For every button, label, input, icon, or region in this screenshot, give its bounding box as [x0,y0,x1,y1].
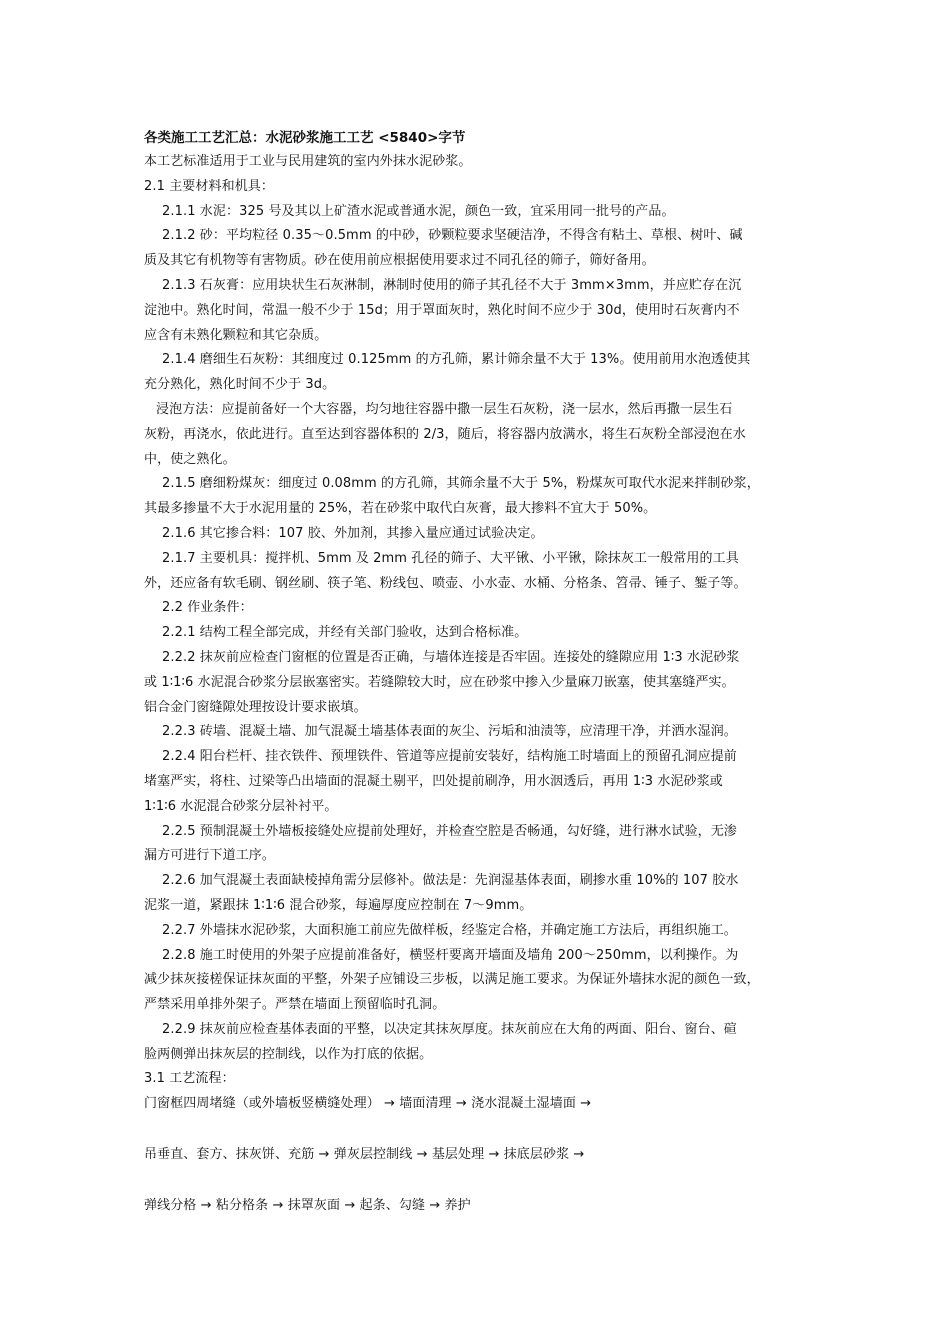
text-line: 2.2.1 结构工程全部完成，并经有关部门验收，达到合格标准。 [162,625,528,641]
text-line: 脸两侧弹出抹灰层的控制线，以作为打底的依据。 [144,1046,433,1062]
text-line: 浸泡方法：应提前备好一个大容器，均匀地往容器中撒一层生石灰粉，浇一层水，然后再撒一层生石 [156,401,733,417]
text-line: 3.1 工艺流程： [144,1071,235,1087]
text-line: 2.2 作业条件： [162,600,253,616]
flow-step-line: 门窗框四周堵缝（或外墙板竖横缝处理） → 墙面清理 → 浇水混凝土湿墙面 → [144,1096,592,1112]
text-line: 2.1 主要材料和机具： [144,178,275,194]
text-line: 2.2.4 阳台栏杆、挂衣铁件、预埋铁件、管道等应提前安装好，结构施工时墙面上的预留孔洞应提前 [162,749,737,765]
text-line: 外，还应备有软毛刷、钢丝刷、筷子笔、粉线包、喷壶、小水壶、水桶、分格条、笤帚、锤子、錾子等。 [144,575,747,591]
text-line: 减少抹灰接槎保证抹灰面的平整，外架子应铺设三步板，以满足施工要求。为保证外墙抹水泥的颜色一致， [144,972,760,988]
document-paragraphs [144,150,812,1092]
text-line: 充分熟化，熟化时间不少于 3d。 [144,377,336,393]
flow-spacer [144,1117,812,1143]
flow-step-line: 吊垂直、套方、抹灰饼、充筋 → 弹灰层控制线 → 基层处理 → 抹底层砂浆 → [144,1147,585,1163]
text-line: 泥浆一道，紧跟抹 1∶1∶6 混合砂浆，每遍厚度应控制在 7～9mm。 [144,897,533,913]
text-line: 中，使之熟化。 [144,451,236,467]
text-line: 或 1∶1∶6 水泥混合砂浆分层嵌塞密实。若缝隙较大时，应在砂浆中掺入少量麻刀嵌塞，使其塞缝严实。 [144,674,735,690]
text-line: 2.2.3 砖墙、混凝土墙、加气混凝土墙基体表面的灰尘、污垢和油渍等，应清理干净，并洒水湿润。 [162,724,737,740]
text-line: 漏方可进行下道工序。 [144,848,276,864]
text-line: 其最多掺量不大于水泥用量的 25%，若在砂浆中取代白灰膏，最大掺料不宜大于 50%。 [144,501,657,517]
text-line: 本工艺标准适用于工业与民用建筑的室内外抹水泥砂浆。 [144,154,472,169]
text-line: 2.2.2 抹灰前应检查门窗框的位置是否正确，与墙体连接是否牢固。连接处的缝隙应用 1∶3 水泥砂浆 [162,649,740,665]
document-body [144,126,812,1219]
flow-spacer [144,1168,812,1194]
text-line: 淀池中。熟化时间，常温一般不少于 15d；用于罩面灰时，熟化时间不应少于 30d，使用时石灰膏内不 [144,302,740,318]
text-line: 2.1.4 磨细生石灰粉：其细度过 0.125mm 的方孔筛，累计筛余量不大于 13%。使用前用水泡透使其 [162,352,751,368]
text-line: 2.1.2 砂：平均粒径 0.35～0.5mm 的中砂，砂颗粒要求坚硬洁净，不得含有粘土、草根、树叶、碱 [162,228,743,244]
text-line: 灰粉，再浇水，依此进行。直至达到容器体积的 2/3，随后，将容器内放满水，将生石灰粉全部浸泡在水 [144,426,746,442]
text-line: 严禁采用单排外架子。严禁在墙面上预留临时孔洞。 [144,997,446,1013]
text-line: 2.2.8 施工时使用的外架子应提前准备好，横竖杆要离开墙面及墙角 200～250mm，以利操作。为 [162,947,739,963]
text-line: 应含有未熟化颗粒和其它杂质。 [144,327,328,343]
process-flow [144,1092,812,1218]
text-line: 2.2.6 加气混凝土表面缺棱掉角需分层修补。做法是：先润湿基体表面，刷掺水重 10%的 107 胶水 [162,873,739,889]
text-line: 铝合金门窗缝隙处理按设计要求嵌填。 [144,699,367,715]
text-line: 2.2.7 外墙抹水泥砂浆，大面积施工前应先做样板，经鉴定合格，并确定施工方法后，再组织施工。 [162,922,737,938]
document-title: 各类施工工艺汇总：水泥砂浆施工工艺 <5840>字节 [144,130,466,146]
text-line: 堵塞严实，将柱、过梁等凸出墙面的混凝土剔平，凹处提前刷净，用水洇透后，再用 1∶3 水泥砂浆或 [144,773,723,789]
text-line: 质及其它有机物等有害物质。砂在使用前应根据使用要求过不同孔径的筛子，筛好备用。 [144,253,655,269]
text-line: 2.1.7 主要机具：搅拌机、5mm 及 2mm 孔径的筛子、大平锹、小平锹，除抹灰工一般常用的工具 [162,550,739,566]
text-line: 2.2.5 预制混凝土外墙板接缝处应提前处理好，并检查空腔是否畅通，勾好缝，进行淋水试验，无渗 [162,823,737,839]
text-line: 2.1.3 石灰膏：应用块状生石灰淋制，淋制时使用的筛子其孔径不大于 3mm×3mm，并应贮存在沉 [162,277,742,293]
text-line: 2.1.5 磨细粉煤灰：细度过 0.08mm 的方孔筛，其筛余量不大于 5%，粉煤灰可取代水泥来拌制砂浆， [162,476,760,492]
text-line: 2.1.1 水泥：325 号及其以上矿渣水泥或普通水泥，颜色一致，宜采用同一批号的产品。 [162,203,675,219]
flow-step-line: 弹线分格 → 粘分格条 → 抹罩灰面 → 起条、勾缝 → 养护 [144,1197,471,1213]
text-line: 1∶1∶6 水泥混合砂浆分层补衬平。 [144,798,338,814]
text-line: 2.2.9 抹灰前应检查基体表面的平整，以决定其抹灰厚度。抹灰前应在大角的两面、阳台、窗台、碹 [162,1021,737,1037]
text-line: 2.1.6 其它掺合料：107 胶、外加剂，其掺入量应通过试验决定。 [162,525,544,541]
